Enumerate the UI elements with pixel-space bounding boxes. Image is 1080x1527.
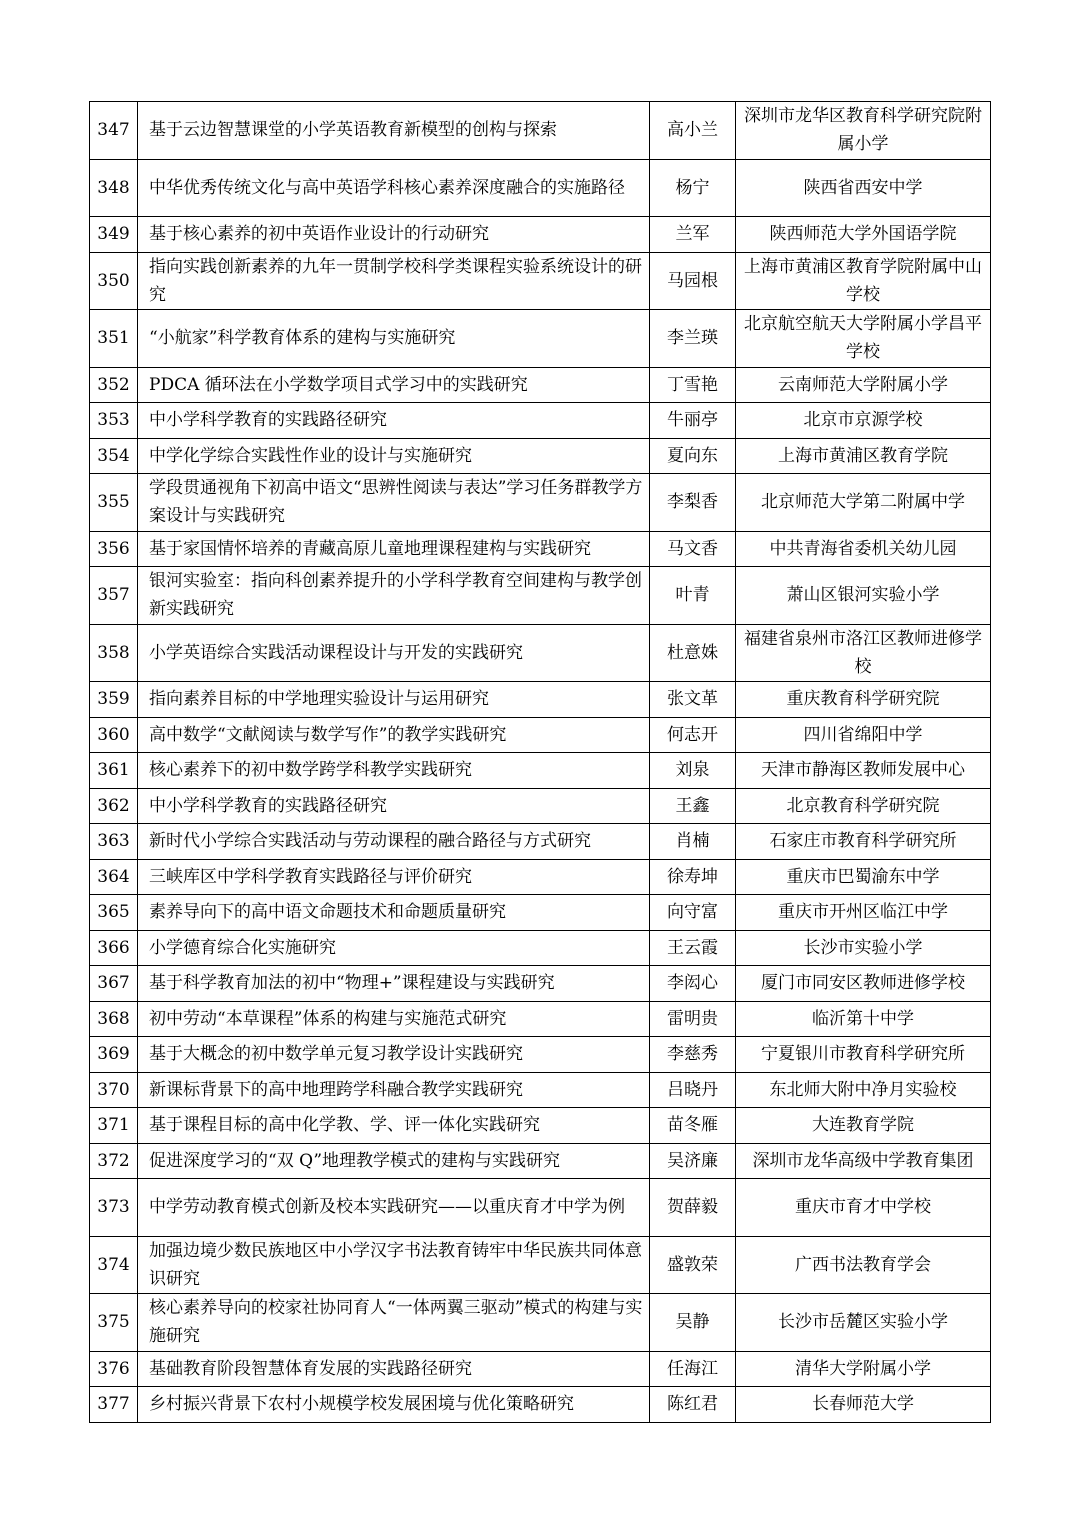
applicant-name-cell: 夏向东 — [650, 438, 736, 474]
table-row — [90, 1001, 991, 1037]
applicant-name-cell: 陈红君 — [650, 1387, 736, 1423]
table-row — [90, 102, 991, 160]
project-title-cell: 中学化学综合实践性作业的设计与实施研究 — [138, 438, 650, 474]
project-title-cell: 中小学科学教育的实践路径研究 — [138, 403, 650, 439]
project-title-cell: 初中劳动“本草课程”体系的构建与实施范式研究 — [138, 1001, 650, 1037]
organization-cell: 重庆市育才中学校 — [736, 1179, 991, 1237]
organization-cell: 陕西师范大学外国语学院 — [736, 217, 991, 253]
applicant-name-cell: 叶青 — [650, 567, 736, 625]
project-title-cell: 基于云边智慧课堂的小学英语教育新模型的创构与探索 — [138, 102, 650, 160]
organization-cell: 厦门市同安区教师进修学校 — [736, 966, 991, 1002]
table-row — [90, 1236, 991, 1294]
row-number-cell: 363 — [90, 824, 138, 860]
row-number-cell: 364 — [90, 859, 138, 895]
row-number-cell: 357 — [90, 567, 138, 625]
applicant-name-cell: 马园根 — [650, 252, 736, 310]
row-number-cell: 368 — [90, 1001, 138, 1037]
project-title-cell: 新时代小学综合实践活动与劳动课程的融合路径与方式研究 — [138, 824, 650, 860]
applicant-name-cell: 杜意姝 — [650, 624, 736, 682]
row-number-cell: 367 — [90, 966, 138, 1002]
project-title-cell: 基础教育阶段智慧体育发展的实践路径研究 — [138, 1351, 650, 1387]
applicant-name-cell: 肖楠 — [650, 824, 736, 860]
applicant-name-cell: 马文香 — [650, 531, 736, 567]
organization-cell: 清华大学附属小学 — [736, 1351, 991, 1387]
row-number-cell: 361 — [90, 753, 138, 789]
project-title-cell: 指向素养目标的中学地理实验设计与运用研究 — [138, 682, 650, 718]
table-row — [90, 1108, 991, 1144]
applicant-name-cell: 王鑫 — [650, 788, 736, 824]
organization-cell: 中共青海省委机关幼儿园 — [736, 531, 991, 567]
organization-cell: 四川省绵阳中学 — [736, 717, 991, 753]
row-number-cell: 354 — [90, 438, 138, 474]
table-row — [90, 159, 991, 217]
organization-cell: 陕西省西安中学 — [736, 159, 991, 217]
table-row — [90, 403, 991, 439]
organization-cell: 石家庄市教育科学研究所 — [736, 824, 991, 860]
row-number-cell: 347 — [90, 102, 138, 160]
project-title-cell: 基于科学教育加法的初中“物理+”课程建设与实践研究 — [138, 966, 650, 1002]
organization-cell: 福建省泉州市洛江区教师进修学校 — [736, 624, 991, 682]
table-row — [90, 438, 991, 474]
row-number-cell: 365 — [90, 895, 138, 931]
applicant-name-cell: 王云霞 — [650, 930, 736, 966]
table-row — [90, 895, 991, 931]
row-number-cell: 352 — [90, 367, 138, 403]
table-row — [90, 717, 991, 753]
project-title-cell: 银河实验室：指向科创素养提升的小学科学教育空间建构与教学创新实践研究 — [138, 567, 650, 625]
project-title-cell: PDCA 循环法在小学数学项目式学习中的实践研究 — [138, 367, 650, 403]
table-row — [90, 624, 991, 682]
project-title-cell: 指向实践创新素养的九年一贯制学校科学类课程实验系统设计的研究 — [138, 252, 650, 310]
applicant-name-cell: 高小兰 — [650, 102, 736, 160]
organization-cell: 重庆市巴蜀渝东中学 — [736, 859, 991, 895]
project-title-cell: 小学英语综合实践活动课程设计与开发的实践研究 — [138, 624, 650, 682]
organization-cell: 深圳市龙华区教育科学研究院附属小学 — [736, 102, 991, 160]
organization-cell: 北京师范大学第二附属中学 — [736, 474, 991, 532]
table-row — [90, 367, 991, 403]
document-page — [89, 101, 991, 1423]
project-title-cell: 基于大概念的初中数学单元复习教学设计实践研究 — [138, 1037, 650, 1073]
applicant-name-cell: 吴济廉 — [650, 1143, 736, 1179]
applicant-name-cell: 李梨香 — [650, 474, 736, 532]
applicant-name-cell: 兰军 — [650, 217, 736, 253]
project-title-cell: 学段贯通视角下初高中语文“思辨性阅读与表达”学习任务群教学方案设计与实践研究 — [138, 474, 650, 532]
row-number-cell: 349 — [90, 217, 138, 253]
row-number-cell: 356 — [90, 531, 138, 567]
row-number-cell: 377 — [90, 1387, 138, 1423]
row-number-cell: 366 — [90, 930, 138, 966]
table-row — [90, 966, 991, 1002]
organization-cell: 天津市静海区教师发展中心 — [736, 753, 991, 789]
applicant-name-cell: 雷明贵 — [650, 1001, 736, 1037]
applicant-name-cell: 任海江 — [650, 1351, 736, 1387]
table-row — [90, 1143, 991, 1179]
row-number-cell: 350 — [90, 252, 138, 310]
applicant-name-cell: 杨宁 — [650, 159, 736, 217]
organization-cell: 重庆市开州区临江中学 — [736, 895, 991, 931]
project-title-cell: 小学德育综合化实施研究 — [138, 930, 650, 966]
applicant-name-cell: 李慈秀 — [650, 1037, 736, 1073]
project-title-cell: 中华优秀传统文化与高中英语学科核心素养深度融合的实施路径 — [138, 159, 650, 217]
row-number-cell: 373 — [90, 1179, 138, 1237]
project-title-cell: 素养导向下的高中语文命题技术和命题质量研究 — [138, 895, 650, 931]
applicant-name-cell: 刘泉 — [650, 753, 736, 789]
row-number-cell: 369 — [90, 1037, 138, 1073]
project-title-cell: 加强边境少数民族地区中小学汉字书法教育铸牢中华民族共同体意识研究 — [138, 1236, 650, 1294]
organization-cell: 长沙市实验小学 — [736, 930, 991, 966]
table-row — [90, 1294, 991, 1352]
applicant-name-cell: 何志开 — [650, 717, 736, 753]
applicant-name-cell: 丁雪艳 — [650, 367, 736, 403]
table-row — [90, 1351, 991, 1387]
row-number-cell: 353 — [90, 403, 138, 439]
project-title-cell: 三峡库区中学科学教育实践路径与评价研究 — [138, 859, 650, 895]
table-row — [90, 788, 991, 824]
row-number-cell: 360 — [90, 717, 138, 753]
table-row — [90, 930, 991, 966]
row-number-cell: 358 — [90, 624, 138, 682]
project-title-cell: 基于家国情怀培养的青藏高原儿童地理课程建构与实践研究 — [138, 531, 650, 567]
row-number-cell: 374 — [90, 1236, 138, 1294]
table-row — [90, 1072, 991, 1108]
applicant-name-cell: 张文革 — [650, 682, 736, 718]
table-row — [90, 567, 991, 625]
organization-cell: 宁夏银川市教育科学研究所 — [736, 1037, 991, 1073]
project-title-cell: 基于核心素养的初中英语作业设计的行动研究 — [138, 217, 650, 253]
project-title-cell: 核心素养下的初中数学跨学科教学实践研究 — [138, 753, 650, 789]
row-number-cell: 376 — [90, 1351, 138, 1387]
organization-cell: 北京教育科学研究院 — [736, 788, 991, 824]
table-row — [90, 1037, 991, 1073]
row-number-cell: 371 — [90, 1108, 138, 1144]
table-row — [90, 753, 991, 789]
table-row — [90, 1179, 991, 1237]
table-row — [90, 531, 991, 567]
organization-cell: 长沙市岳麓区实验小学 — [736, 1294, 991, 1352]
organization-cell: 重庆教育科学研究院 — [736, 682, 991, 718]
table-row — [90, 1387, 991, 1423]
project-title-cell: 新课标背景下的高中地理跨学科融合教学实践研究 — [138, 1072, 650, 1108]
row-number-cell: 355 — [90, 474, 138, 532]
project-title-cell: 核心素养导向的校家社协同育人“一体两翼三驱动”模式的构建与实施研究 — [138, 1294, 650, 1352]
organization-cell: 大连教育学院 — [736, 1108, 991, 1144]
applicant-name-cell: 向守富 — [650, 895, 736, 931]
table-row — [90, 824, 991, 860]
row-number-cell: 375 — [90, 1294, 138, 1352]
applicant-name-cell: 徐寿坤 — [650, 859, 736, 895]
organization-cell: 北京市京源学校 — [736, 403, 991, 439]
applicant-name-cell: 李闳心 — [650, 966, 736, 1002]
project-title-cell: 乡村振兴背景下农村小规模学校发展困境与优化策略研究 — [138, 1387, 650, 1423]
table-row — [90, 310, 991, 368]
applicant-name-cell: 苗冬雁 — [650, 1108, 736, 1144]
row-number-cell: 370 — [90, 1072, 138, 1108]
project-title-cell: 高中数学“文献阅读与数学写作”的教学实践研究 — [138, 717, 650, 753]
organization-cell: 云南师范大学附属小学 — [736, 367, 991, 403]
applicant-name-cell: 盛敦荣 — [650, 1236, 736, 1294]
organization-cell: 临沂第十中学 — [736, 1001, 991, 1037]
table-row — [90, 217, 991, 253]
row-number-cell: 351 — [90, 310, 138, 368]
organization-cell: 萧山区银河实验小学 — [736, 567, 991, 625]
applicant-name-cell: 吴静 — [650, 1294, 736, 1352]
project-title-cell: 中学劳动教育模式创新及校本实践研究——以重庆育才中学为例 — [138, 1179, 650, 1237]
organization-cell: 上海市黄浦区教育学院附属中山学校 — [736, 252, 991, 310]
organization-cell: 北京航空航天大学附属小学昌平学校 — [736, 310, 991, 368]
project-title-cell: “小航家”科学教育体系的建构与实施研究 — [138, 310, 650, 368]
project-list-body — [90, 102, 991, 1423]
applicant-name-cell: 吕晓丹 — [650, 1072, 736, 1108]
row-number-cell: 372 — [90, 1143, 138, 1179]
applicant-name-cell: 李兰瑛 — [650, 310, 736, 368]
organization-cell: 长春师范大学 — [736, 1387, 991, 1423]
row-number-cell: 362 — [90, 788, 138, 824]
organization-cell: 深圳市龙华高级中学教育集团 — [736, 1143, 991, 1179]
project-title-cell: 中小学科学教育的实践路径研究 — [138, 788, 650, 824]
applicant-name-cell: 贺薛毅 — [650, 1179, 736, 1237]
table-row — [90, 474, 991, 532]
project-list-table — [89, 101, 991, 1423]
table-row — [90, 859, 991, 895]
organization-cell: 上海市黄浦区教育学院 — [736, 438, 991, 474]
row-number-cell: 348 — [90, 159, 138, 217]
project-title-cell: 促进深度学习的“双 Q”地理教学模式的建构与实践研究 — [138, 1143, 650, 1179]
table-row — [90, 252, 991, 310]
row-number-cell: 359 — [90, 682, 138, 718]
organization-cell: 东北师大附中净月实验校 — [736, 1072, 991, 1108]
project-title-cell: 基于课程目标的高中化学教、学、评一体化实践研究 — [138, 1108, 650, 1144]
table-row — [90, 682, 991, 718]
applicant-name-cell: 牛丽亭 — [650, 403, 736, 439]
organization-cell: 广西书法教育学会 — [736, 1236, 991, 1294]
